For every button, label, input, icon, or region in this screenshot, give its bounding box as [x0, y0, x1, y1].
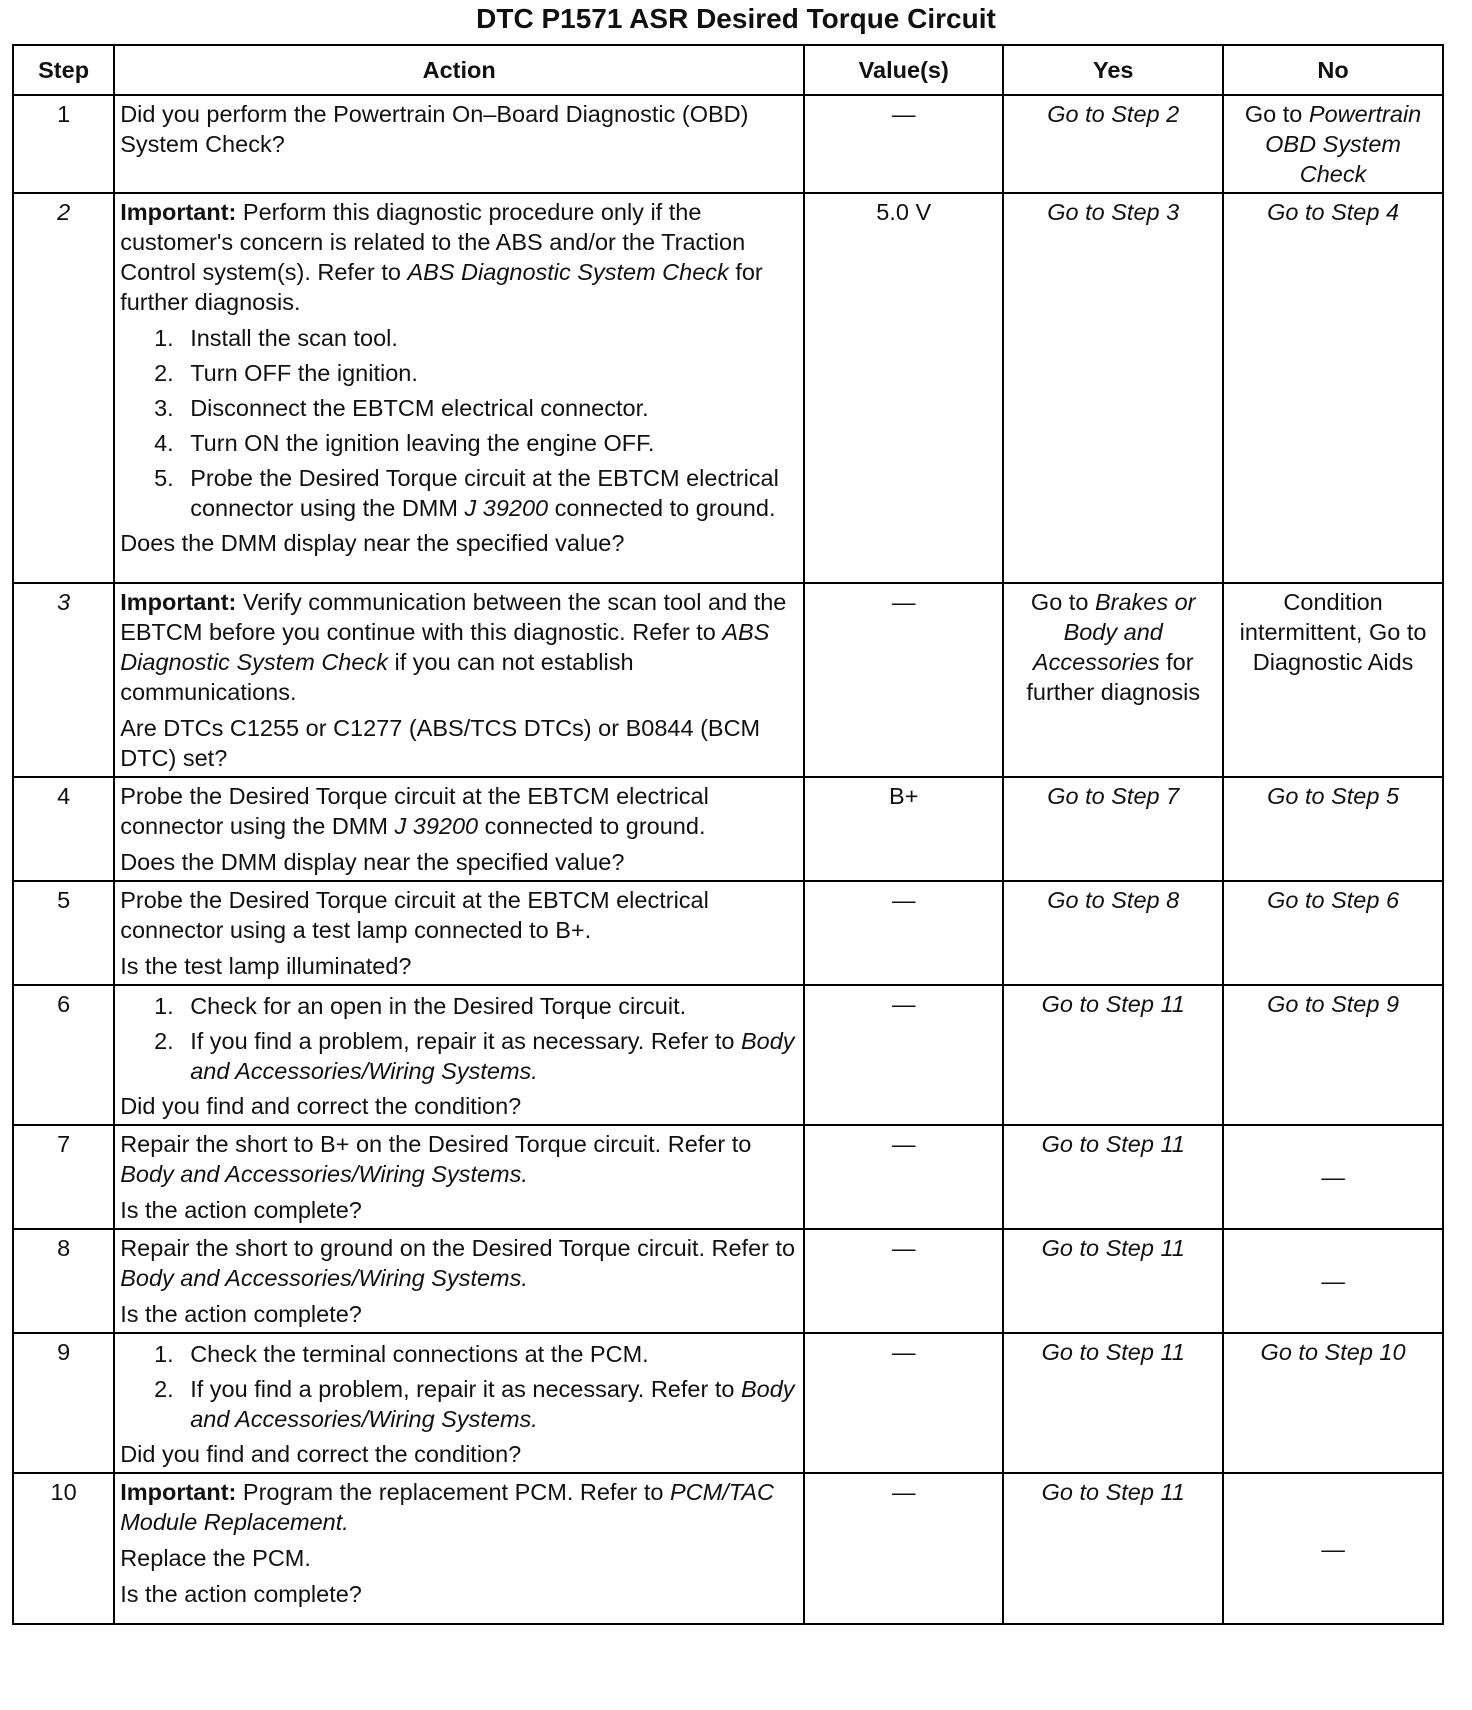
document-title: DTC P1571 ASR Desired Torque Circuit	[476, 3, 996, 34]
yes-cell: Go to Step 11	[1003, 1333, 1223, 1473]
important-label: Important:	[120, 1479, 237, 1505]
action-cell	[114, 1473, 804, 1624]
important-note	[120, 587, 798, 707]
step-number: 1	[13, 95, 114, 193]
table-row	[13, 985, 1443, 1125]
action-text-part: Probe the Desired Torque circuit at the EBTCM electrical connector using the DMM	[120, 783, 709, 839]
yes-cell: Go to Step 3	[1003, 193, 1223, 583]
step-number: 8	[13, 1229, 114, 1333]
action-text: Did you perform the Powertrain On–Board Diagnostic (OBD) System Check?	[120, 101, 749, 157]
step-number: 6	[13, 985, 114, 1125]
value-cell: —	[804, 1125, 1003, 1229]
header-values: Value(s)	[804, 45, 1003, 95]
table-row	[13, 1333, 1443, 1473]
step-number: 4	[13, 777, 114, 881]
no-link: Powertrain OBD System Check	[1265, 101, 1422, 187]
yes-cell: Go to Step 2	[1003, 95, 1223, 193]
table-row	[13, 95, 1443, 193]
question-text: Is the action complete?	[120, 1581, 362, 1607]
action-text: Replace the PCM.	[120, 1545, 311, 1571]
table-row	[13, 583, 1443, 777]
action-text	[120, 781, 798, 841]
step-number: 5	[13, 881, 114, 985]
important-text-tail: for further diagnosis.	[120, 259, 763, 315]
yes-cell: Go to Step 11	[1003, 1473, 1223, 1624]
action-cell	[114, 95, 804, 193]
no-cell: —	[1223, 1473, 1443, 1624]
action-cell	[114, 193, 804, 583]
table-row	[13, 1473, 1443, 1624]
step-number: 9	[13, 1333, 114, 1473]
value-cell: B+	[804, 777, 1003, 881]
question-text: Is the action complete?	[120, 1197, 362, 1223]
no-cell: Go to Step 4	[1223, 193, 1443, 583]
step-list	[120, 991, 798, 1086]
reference-link: Body and Accessories/Wiring Systems.	[190, 1376, 795, 1432]
list-item	[180, 1026, 798, 1086]
table-row	[13, 1229, 1443, 1333]
no-cell: —	[1223, 1229, 1443, 1333]
step-number: 2	[13, 193, 114, 583]
table-row	[13, 881, 1443, 985]
header-row	[13, 45, 1443, 95]
action-cell	[114, 777, 804, 881]
table-row	[13, 1125, 1443, 1229]
yes-cell: Go to Step 7	[1003, 777, 1223, 881]
important-text: Verify communication between the scan tool and the EBTCM before you continue with this diagnostic. Refer to	[120, 589, 787, 645]
action-text	[120, 1233, 798, 1293]
important-text-tail: if you can not establish communications.	[120, 649, 634, 705]
no-cell	[1223, 95, 1443, 193]
action-cell	[114, 985, 804, 1125]
no-cell: Go to Step 6	[1223, 881, 1443, 985]
list-item-text: If you find a problem, repair it as necessary. Refer to	[190, 1028, 741, 1054]
list-item-text: Probe the Desired Torque circuit at the EBTCM electrical connector using the DMM	[190, 465, 779, 521]
question-text: Does the DMM display near the specified value?	[120, 849, 625, 875]
action-cell	[114, 1125, 804, 1229]
table-row	[13, 193, 1443, 583]
question-text: Is the test lamp illuminated?	[120, 953, 412, 979]
value-cell: —	[804, 95, 1003, 193]
action-text	[120, 1129, 798, 1189]
yes-prefix: Go to	[1030, 589, 1095, 615]
no-cell: Go to Step 5	[1223, 777, 1443, 881]
tool-link: J 39200	[394, 813, 479, 839]
value-cell: 5.0 V	[804, 193, 1003, 583]
step-number: 3	[13, 583, 114, 777]
action-cell	[114, 583, 804, 777]
header-yes: Yes	[1003, 45, 1223, 95]
value-cell: —	[804, 985, 1003, 1125]
value-cell: —	[804, 1473, 1003, 1624]
value-cell: —	[804, 583, 1003, 777]
important-link: ABS Diagnostic System Check	[407, 259, 729, 285]
important-link: PCM/TAC Module Replacement.	[120, 1479, 775, 1535]
reference-link: Body and Accessories/Wiring Systems.	[120, 1161, 528, 1187]
yes-cell: Go to Step 11	[1003, 1125, 1223, 1229]
reference-link: Body and Accessories/Wiring Systems.	[120, 1265, 528, 1291]
yes-link: Brakes or Body and Accessories	[1032, 589, 1196, 675]
important-text: Program the replacement PCM. Refer to	[236, 1479, 671, 1505]
action-text-part: Repair the short to B+ on the Desired Torque circuit. Refer to	[120, 1131, 752, 1157]
header-step: Step	[13, 45, 114, 95]
table-row	[13, 777, 1443, 881]
yes-suffix: for further diagnosis	[1026, 649, 1201, 705]
action-cell	[114, 881, 804, 985]
question-text: Did you find and correct the condition?	[120, 1441, 522, 1467]
list-item-tail: connected to ground.	[548, 495, 776, 521]
value-cell: —	[804, 881, 1003, 985]
list-item: 1. Check the terminal connections at the PCM.	[180, 1339, 798, 1369]
list-item-text: If you find a problem, repair it as necessary. Refer to	[190, 1376, 741, 1402]
step-number: 7	[13, 1125, 114, 1229]
list-item: 4. Turn ON the ignition leaving the engine OFF.	[180, 428, 798, 458]
yes-cell: Go to Step 11	[1003, 1229, 1223, 1333]
step-list	[120, 1339, 798, 1434]
important-link: ABS Diagnostic System Check	[120, 619, 770, 675]
list-item	[180, 1374, 798, 1434]
diagnostic-table	[12, 44, 1444, 1625]
list-item: 1. Install the scan tool.	[180, 323, 798, 353]
no-cell: Go to Step 10	[1223, 1333, 1443, 1473]
question-text: Is the action complete?	[120, 1301, 362, 1327]
yes-cell: Go to Step 8	[1003, 881, 1223, 985]
step-list	[120, 323, 798, 523]
yes-cell: Go to Step 11	[1003, 985, 1223, 1125]
no-cell: Condition intermittent, Go to Diagnostic Aids	[1223, 583, 1443, 777]
no-cell: —	[1223, 1125, 1443, 1229]
header-no: No	[1223, 45, 1443, 95]
reference-link: Body and Accessories/Wiring Systems.	[190, 1028, 795, 1084]
list-item: 1. Check for an open in the Desired Torque circuit.	[180, 991, 798, 1021]
no-cell: Go to Step 9	[1223, 985, 1443, 1125]
list-item: 3. Disconnect the EBTCM electrical connector.	[180, 393, 798, 423]
action-text-part: Repair the short to ground on the Desired Torque circuit. Refer to	[120, 1235, 796, 1261]
question-text: Are DTCs C1255 or C1277 (ABS/TCS DTCs) or B0844 (BCM DTC) set?	[120, 715, 761, 771]
tool-link: J 39200	[464, 495, 549, 521]
important-text: Perform this diagnostic procedure only if the customer's concern is related to the ABS and/or the Traction Control system(s). Refer to	[120, 199, 746, 285]
action-text-tail: connected to ground.	[478, 813, 706, 839]
step-number: 10	[13, 1473, 114, 1624]
header-action: Action	[114, 45, 804, 95]
action-text: Probe the Desired Torque circuit at the EBTCM electrical connector using a test lamp connected to B+.	[120, 887, 709, 943]
important-label: Important:	[120, 199, 237, 225]
action-cell	[114, 1333, 804, 1473]
action-cell	[114, 1229, 804, 1333]
question-text: Did you find and correct the condition?	[120, 1093, 522, 1119]
list-item: 2. Turn OFF the ignition.	[180, 358, 798, 388]
value-cell: —	[804, 1229, 1003, 1333]
important-note	[120, 197, 798, 317]
yes-cell	[1003, 583, 1223, 777]
list-item	[180, 463, 798, 523]
important-note	[120, 1477, 798, 1537]
question-text: Does the DMM display near the specified value?	[120, 530, 625, 556]
value-cell: —	[804, 1333, 1003, 1473]
no-prefix: Go to	[1244, 101, 1309, 127]
important-label: Important:	[120, 589, 237, 615]
